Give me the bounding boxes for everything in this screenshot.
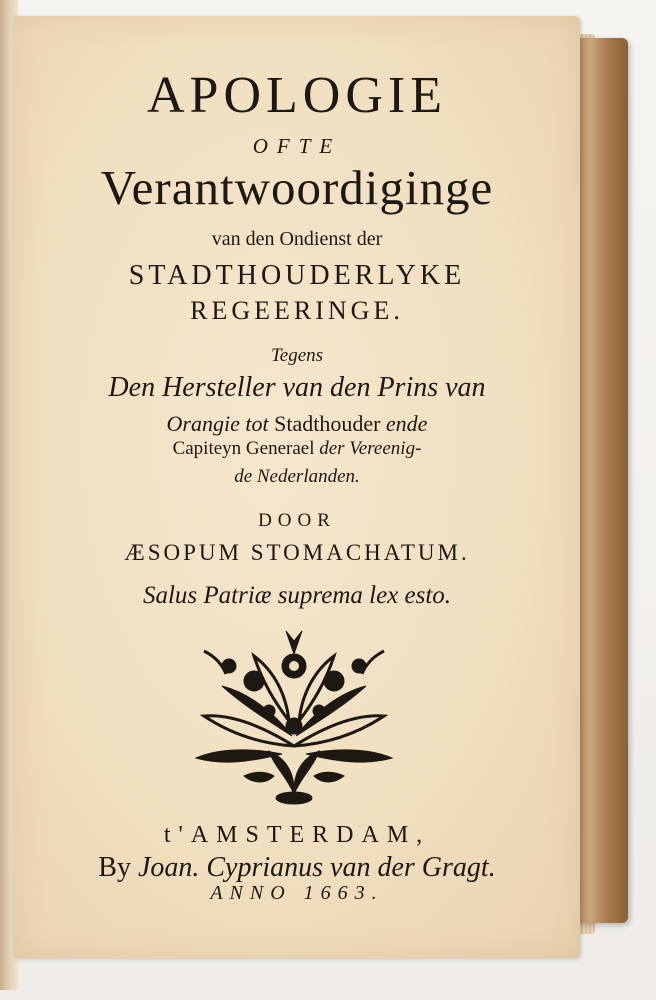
- subtitle-line-stadthouderlyke: STADTHOUDERLYKE: [128, 260, 466, 291]
- book-subtitle: Verantwoordiginge: [100, 160, 494, 215]
- vereenig-text: der Vereenig-: [319, 438, 422, 459]
- imprint-printer-line: [14, 852, 580, 884]
- capiteyn-text: Capiteyn Generael: [172, 438, 315, 459]
- orangie-line: [14, 411, 580, 437]
- ende-text: ende: [385, 411, 428, 436]
- imprint-year: ANNO 1663.: [210, 882, 384, 904]
- hersteller-line: Den Hersteller van den Prins van: [108, 372, 486, 403]
- capiteyn-line: [14, 438, 580, 460]
- printer-name: Joan. Cyprianus van der Gragt.: [137, 852, 496, 883]
- subtitle-line-regeeringe: REGEERINGE.: [190, 296, 404, 325]
- stadthouder-text: Stadthouder: [274, 411, 381, 436]
- floral-vignette-icon: [174, 626, 414, 806]
- by-text: By: [98, 852, 131, 883]
- nederlanden-line: de Nederlanden.: [234, 466, 360, 487]
- tegens-line: Tegens: [270, 345, 324, 366]
- author-name: ÆSOPUM STOMACHATUM.: [124, 540, 470, 565]
- subtitle-line-van-den: van den Ondienst der: [211, 228, 383, 250]
- book-title: APOLOGIE: [147, 67, 447, 124]
- door-line: DOOR: [258, 510, 336, 531]
- title-ofte: OFTE: [252, 134, 342, 158]
- imprint-place: t'AMSTERDAM,: [163, 822, 431, 848]
- orangie-italic: Orangie tot: [166, 411, 269, 436]
- title-page: [14, 16, 580, 958]
- motto: Salus Patriæ suprema lex esto.: [142, 582, 452, 609]
